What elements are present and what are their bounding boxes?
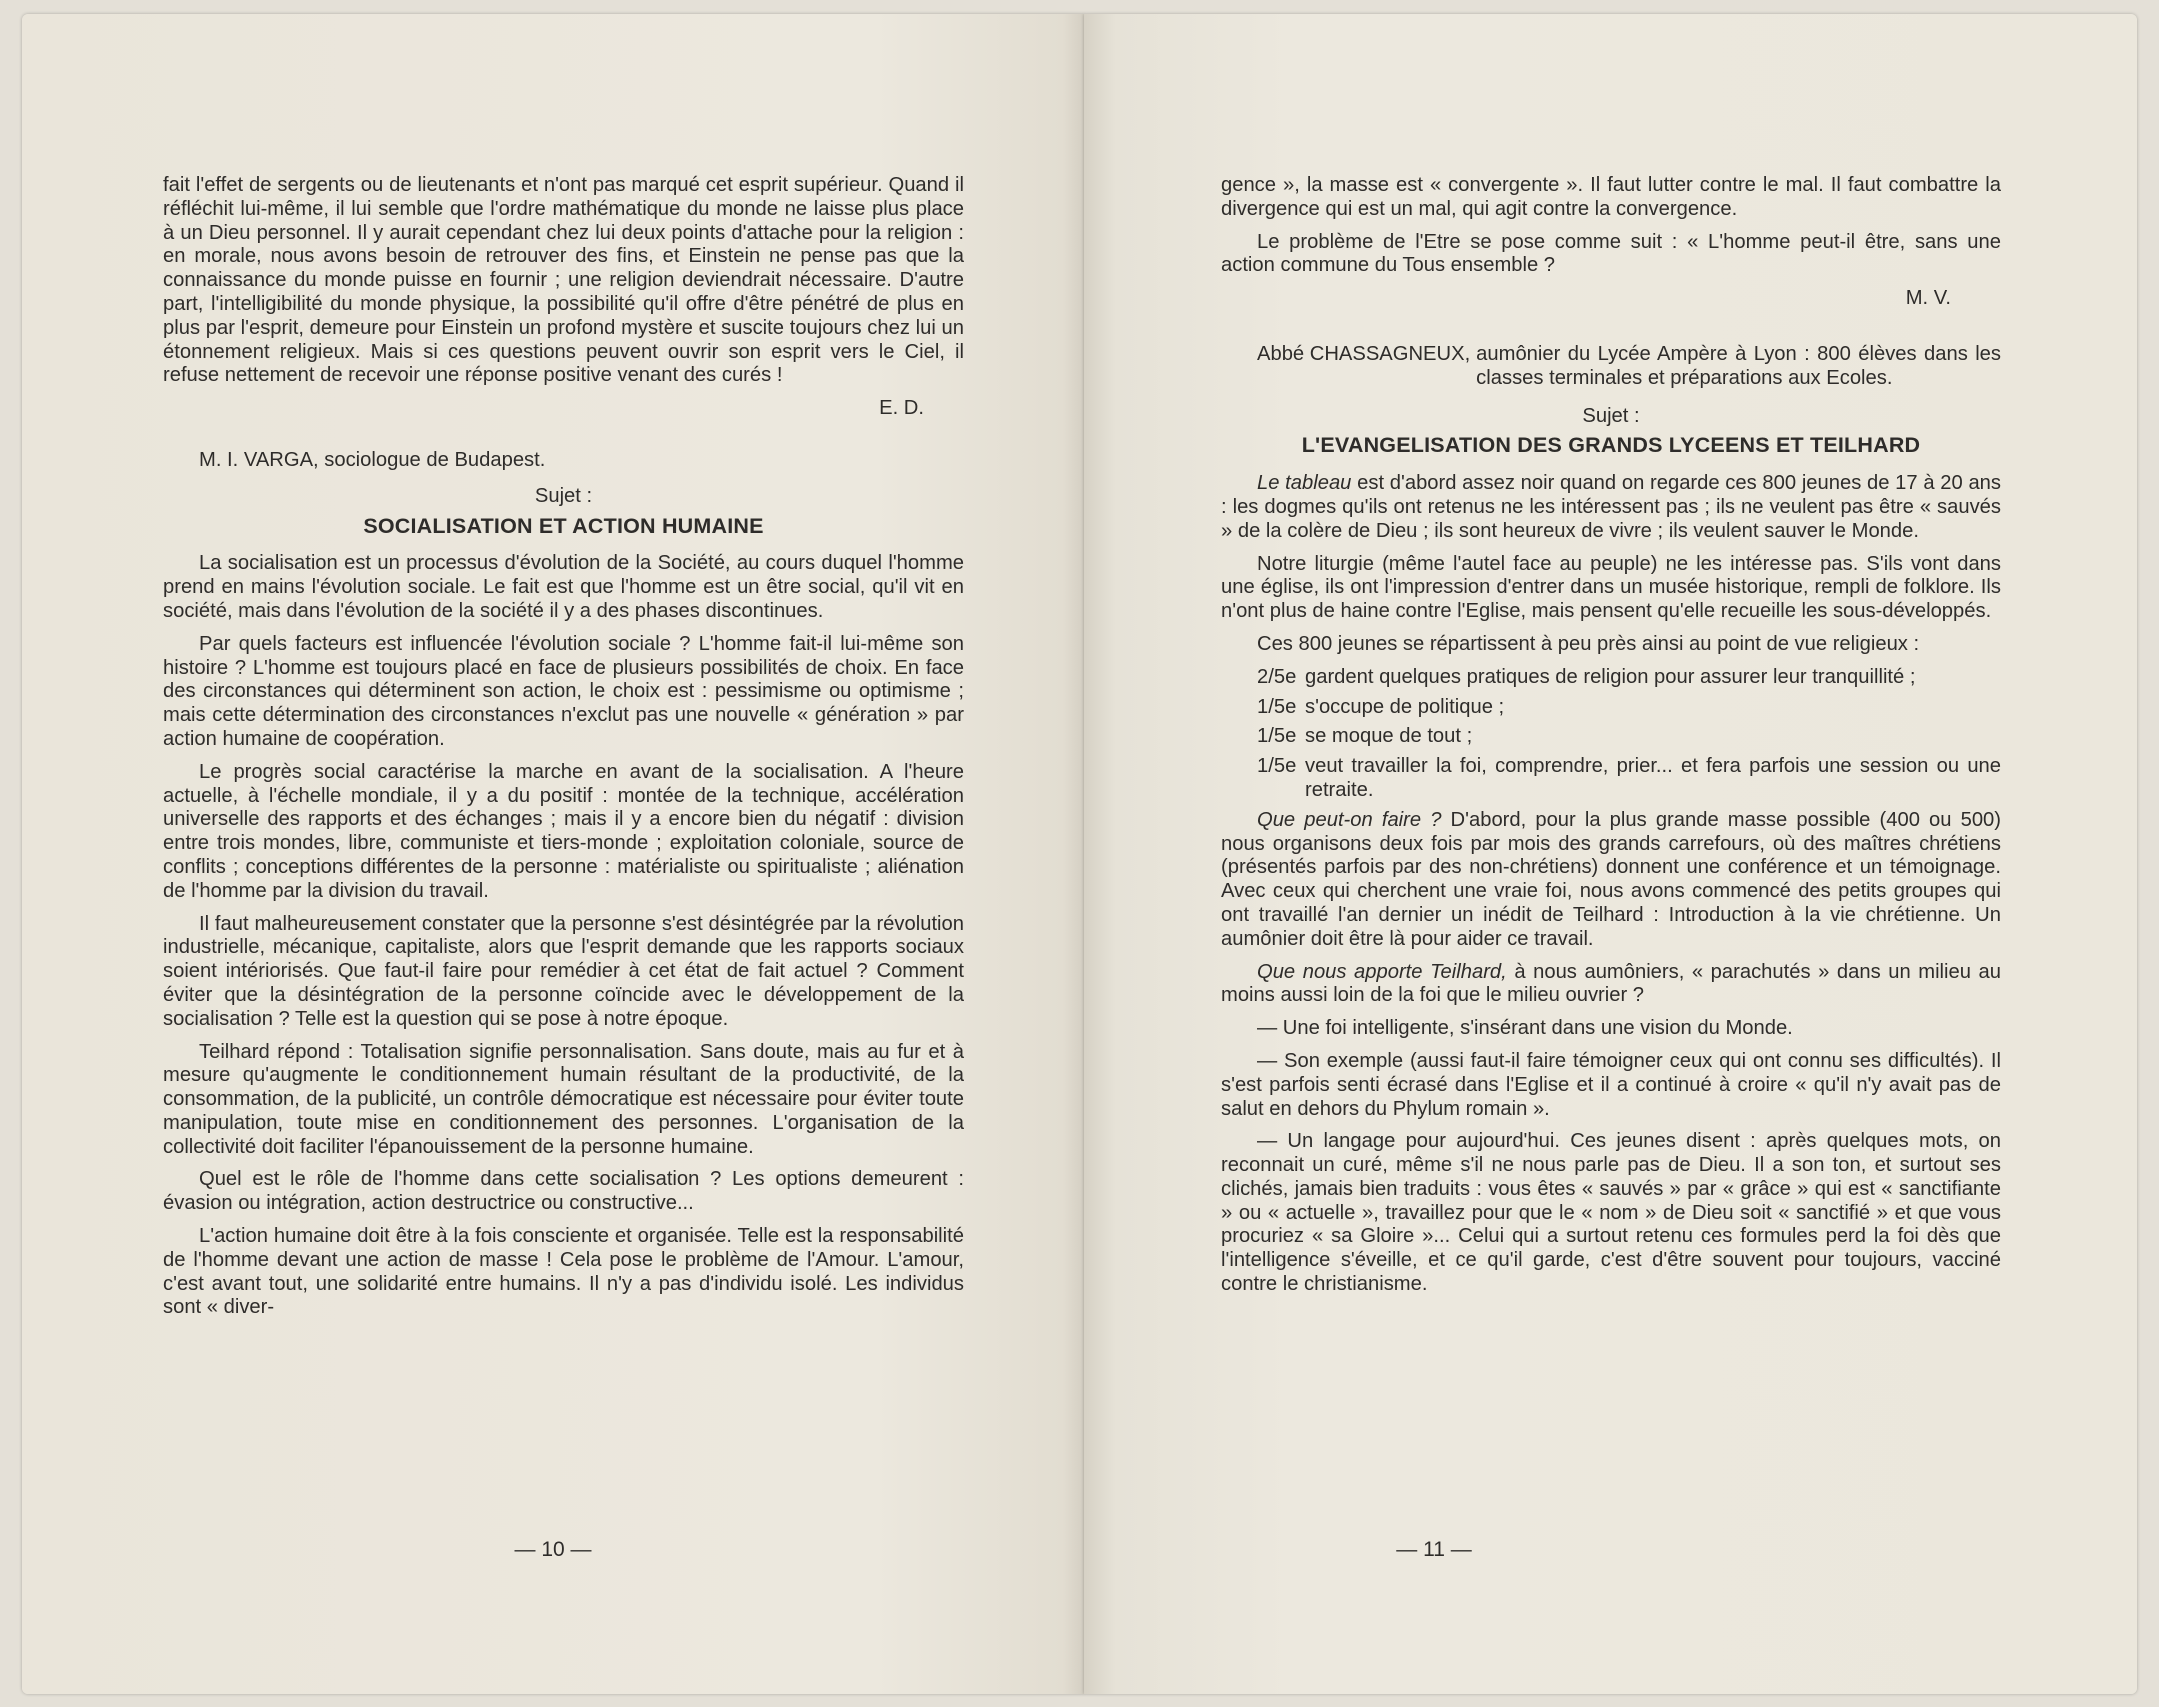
italic-lead: Le tableau bbox=[1257, 472, 1352, 495]
page-number: — 10 — bbox=[514, 1538, 592, 1561]
paragraph: Notre liturgie (même l'autel face au peuple) ne les intéresse pas. S'ils vont dans une église, ils ont l'impression d'entrer dans un musée historique, rempli de folklore. Ils n'ont plus de haine contre l'Eglise, mais pensent qu'elle recueille les sous-développés. bbox=[1221, 552, 2001, 623]
right-page bbox=[1084, 14, 2137, 1694]
right-text-column bbox=[1221, 174, 2001, 1306]
fraction: 1/5e bbox=[1257, 725, 1297, 748]
paragraph bbox=[1221, 472, 2001, 543]
fraction-item bbox=[1257, 725, 2001, 749]
section-title: SOCIALISATION ET ACTION HUMAINE bbox=[363, 513, 764, 538]
fraction-item bbox=[1257, 666, 2001, 690]
italic-lead: Que peut-on faire ? bbox=[1257, 808, 1442, 831]
italic-lead: Que nous apporte Teilhard, bbox=[1257, 960, 1507, 983]
dash-item: — Un langage pour aujourd'hui. Ces jeunes disent : après quelques mots, on reconnait un curé, même s'il ne nous parle pas de Dieu. Il a son ton, et surtout ses clichés, jamais bien traduits : vous êtes « sauvés » par « grâce » qui est « sanctifiante » ou « actuelle », travaillez pour que le « nom » de Dieu soit « sanctifié » et que vous procuriez « sa Gloire »... Celui qui a surtout retenu ces formules perd la foi dès que l'intelligence s'éveille, et ce qu'il garde, c'est d'être souvent pour toujours, vacciné contre le christianisme. bbox=[1221, 1130, 2001, 1296]
subject-label: Sujet : bbox=[1582, 404, 1640, 427]
fraction: 1/5e bbox=[1257, 695, 1297, 718]
fraction: 1/5e bbox=[1257, 755, 1297, 778]
fraction-text: veut travailler la foi, comprendre, prier... et fera parfois une session ou une retraite. bbox=[1305, 755, 2001, 801]
fraction-text: s'occupe de politique ; bbox=[1305, 695, 1505, 718]
subject-label: Sujet : bbox=[534, 484, 593, 507]
dash-item: — Son exemple (aussi faut-il faire témoigner ceux qui ont connu ses difficultés). Il s'est parfois senti écrasé dans l'Eglise et il a continué à croire « qu'il n'y avait pas de salut en dehors du Phylum romain ». bbox=[1221, 1049, 2001, 1120]
paragraph: Par quels facteurs est influencée l'évolution sociale ? L'homme fait-il lui-même son histoire ? L'homme est toujours placé en face de plusieurs possibilités de choix. En face des circonstances qui déterminent son action, le choix est : pessimisme ou optimisme ; mais cette détermination des circonstances n'exclut pas une nouvelle « génération » par action humaine de coopération. bbox=[163, 632, 964, 750]
paragraph bbox=[1221, 809, 2001, 952]
paragraph: fait l'effet de sergents ou de lieutenants et n'ont pas marqué cet esprit supérieur. Quand il réfléchit lui-même, il lui semble que l'ordre mathématique du monde ne laisse plus place à un Dieu personnel. Il y aurait cependant chez lui deux points d'attache pour la religion : en morale, nous avons besoin de retrouver des fins, et Einstein ne pense pas que la connaissance du monde puisse en fournir ; une religion deviendrait nécessaire. D'autre part, l'intelligibilité du monde physique, la possibilité qu'il offre d'être pénétré de plus en plus par l'esprit, demeure pour Einstein un profond mystère et suscite toujours chez lui un étonnement religieux. Mais si ces questions peuvent ouvrir son esprit vers le Ciel, il refuse nettement de recevoir une réponse positive venant des curés ! bbox=[163, 174, 964, 387]
speaker-line: M. I. VARGA, sociologue de Budapest. bbox=[199, 448, 546, 471]
fraction-item bbox=[1257, 755, 2001, 803]
paragraph: Teilhard répond : Totalisation signifie personnalisation. Sans doute, mais au fur et à mesure qu'augmente le conditionnement humain résultant de la productivité, de la consommation, de la publicité, un contrôle démocratique est nécessaire pour éviter toute manipulation, toute mise en conditionnement des personnes. L'organisation de la collectivité doit faciliter l'épanouissement de la personne humaine. bbox=[163, 1040, 964, 1158]
left-page bbox=[22, 14, 1084, 1694]
paragraph-text: est d'abord assez noir quand on regarde ces 800 jeunes de 17 à 20 ans : les dogmes qu'ils ont retenus ne les intéressent pas ; ils ne veulent pas être « sauvés » de la colère de Dieu ; ils sont heureux de vivre ; ils veulent sauver le Monde. bbox=[1221, 472, 2001, 542]
paragraph: Il faut malheureusement constater que la personne s'est désintégrée par la révolution industrielle, mécanique, capitaliste, alors que l'esprit demande que les rapports sociaux soient intériorisés. Que faut-il faire pour remédier à cet état de fait actuel ? Comment éviter que la désintégration de la personne coïncide avec le développement de la socialisation ? Telle est la question qui se pose à notre époque. bbox=[163, 912, 964, 1030]
fraction-text: gardent quelques pratiques de religion pour assurer leur tranquillité ; bbox=[1305, 665, 1916, 688]
paragraph: Le problème de l'Etre se pose comme suit : « L'homme peut-il être, sans une action commune du Tous ensemble ? bbox=[1221, 230, 2001, 277]
paragraph-text: D'abord, pour la plus grande masse possible (400 ou 500) nous organisons deux fois par mois des grands carrefours, où des maîtres chrétiens (présentés parfois par des non-chrétiens) donnent une conférence et un témoignage. Avec ceux qui cherchent une vraie foi, nous avons commencé des petits groupes qui ont travaillé l'an dernier un inédit de Teilhard : Introduction à la vie chrétienne. Un aumônier doit être là pour aider ce travail. bbox=[1221, 808, 2002, 950]
speaker-description: aumônier du Lycée Ampère à Lyon : 800 élèves dans les classes terminales et préparations aux Ecoles. bbox=[1476, 342, 2001, 389]
paragraph: Ces 800 jeunes se répartissent à peu près ainsi au point de vue religieux : bbox=[1257, 632, 1920, 655]
fraction-text: se moque de tout ; bbox=[1305, 725, 1473, 748]
section-title: L'EVANGELISATION DES GRANDS LYCEENS ET TEILHARD bbox=[1301, 433, 1921, 458]
paragraph bbox=[1221, 961, 2001, 1009]
paragraph: Quel est le rôle de l'homme dans cette socialisation ? Les options demeurent : évasion ou intégration, action destructrice ou constructive... bbox=[163, 1168, 964, 1215]
speaker-name: Abbé CHASSAGNEUX, bbox=[1257, 342, 1471, 365]
left-text-column bbox=[163, 174, 964, 1329]
signature: M. V. bbox=[1905, 287, 1951, 310]
dash-item: — Une foi intelligente, s'insérant dans une vision du Monde. bbox=[1257, 1017, 1793, 1040]
speaker-line bbox=[1257, 343, 2001, 391]
page-number: — 11 — bbox=[1396, 1538, 1472, 1561]
paragraph: Le progrès social caractérise la marche en avant de la socialisation. A l'heure actuelle, à l'échelle mondiale, il y a du positif : montée de la technique, accélération universelle des rapports et des échanges ; mais il y a encore bien du négatif : division entre trois mondes, libre, communiste et tiers-monde ; exploitation coloniale, source de conflits ; conceptions différentes de la personne : matérialiste ou spiritualiste ; aliénation de l'homme par la division du travail. bbox=[163, 760, 964, 902]
paragraph: gence », la masse est « convergente ». Il faut lutter contre le mal. Il faut combattre la divergence qui est un mal, qui agit contre la convergence. bbox=[1221, 174, 2001, 220]
paragraph: L'action humaine doit être à la fois consciente et organisée. Telle est la responsabilité de l'homme devant une action de masse ! Cela pose le problème de l'Amour. L'amour, c'est avant tout, une solidarité entre humains. Il n'y a pas d'individu isolé. Les individus sont « diver- bbox=[163, 1225, 964, 1319]
signature: E. D. bbox=[879, 397, 924, 420]
paragraph-text: à nous aumôniers, « parachutés » dans un milieu au moins aussi loin de la foi que le milieu ouvrier ? bbox=[1221, 960, 2002, 1007]
paragraph: La socialisation est un processus d'évolution de la Société, au cours duquel l'homme prend en mains l'évolution sociale. Le fait est que l'homme est un être social, qu'il vit en société, mais dans l'évolution de la société il y a des phases discontinues. bbox=[163, 552, 964, 622]
fraction-item bbox=[1257, 696, 2001, 720]
fraction: 2/5e bbox=[1257, 665, 1297, 688]
